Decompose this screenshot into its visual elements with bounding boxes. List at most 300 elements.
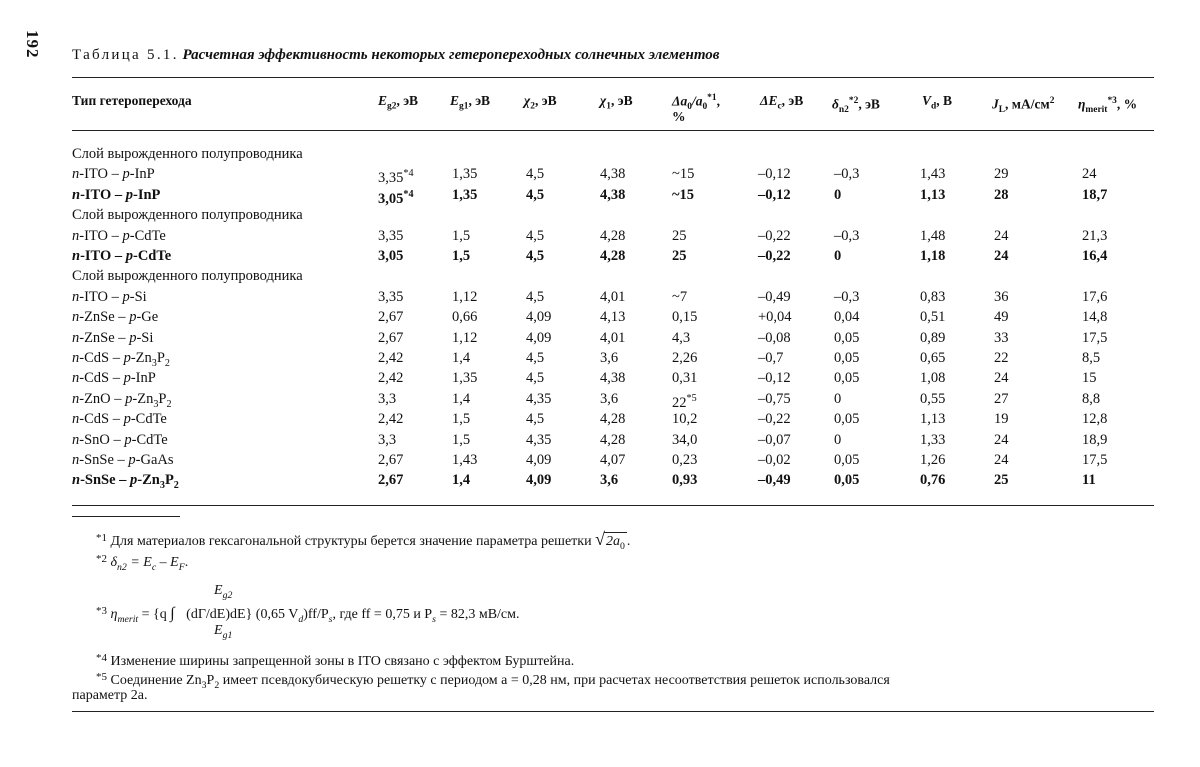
p-material-2: P [158,390,167,407]
p-material: -GaAs [135,452,174,468]
cell-value: 25 [994,472,1009,489]
cell-jl [994,451,1009,469]
p-material-sub: 3 [151,357,157,369]
cell-value: 3,6 [600,350,619,366]
footnote-3-line: $^{*3}$ $\eta_{merit} = \{q$ ∫ (dΓ/dE)dE} (0,65 $V_d)ff/P_s$, где ff = 0,75 и $P_s = 82,3$ мВ/см. [96,605,520,625]
header-chi2: $\chi_2$, эВ [524,93,557,112]
cell-dn [834,410,859,428]
cell-value: 12,8 [1082,411,1108,428]
cell-da [672,165,694,183]
cell-value: 0,05 [834,350,860,366]
cell-value: 18,7 [1082,186,1108,203]
cell-value: 2,67 [378,472,404,489]
cell-value: 0 [834,431,842,448]
cell-jl [994,431,1009,449]
cell-vd [920,431,945,449]
header-delta-n: $\delta_{n2}^{*2}$, эВ [832,96,880,116]
cell-value: 2,67 [378,309,404,326]
cell-value: +0,04 [758,309,792,326]
cell-value: –0,22 [758,248,791,264]
cell-value: 1,35 [452,186,478,203]
cell-value: 33 [994,329,1009,346]
cell-value: 1,35 [452,370,478,387]
cell-value: 4,38 [600,166,626,183]
cell-value: –0,3 [834,288,860,305]
cell-jl [994,369,1009,387]
cell-value: 4,09 [526,452,552,468]
cell-value: 24 [994,227,1009,244]
p-material: -Zn [137,472,160,489]
p-type-label: p [128,452,136,468]
cell-da [672,410,697,428]
cell-value: 4,07 [600,452,626,468]
cell-value: 0,23 [672,452,698,468]
cell-value: 8,8 [1082,390,1101,407]
cell-dn [834,329,859,347]
cell-da [672,471,697,489]
section-title: Слой вырожденного полупроводника [72,268,303,285]
cell-value: –0,7 [758,350,784,366]
cell-jl [994,308,1009,326]
cell-value: 0,31 [672,370,698,387]
header-delta-a: $\Delta a_0/a_0^{*1}$, [672,93,720,113]
n-material: -SnO – [79,431,125,448]
footnote-2: $^{*2}$ $\delta_{n2} = E_c - E_F$. [96,553,189,573]
cell-eta [1082,349,1100,367]
cell-chi2 [526,308,551,326]
cell-dn [834,471,859,489]
cell-dec [758,369,791,387]
cell-value: 2,42 [378,350,404,366]
cell-value: 28 [994,186,1009,203]
cell-value: 1,43 [452,452,478,468]
footnote-5: $^{*5}$ Соединение $Zn_3P_2$ имеет псевдокубическую решетку с периодом a = 0,28 нм, при расчетах несоответствия решеток использовался [96,671,890,691]
p-material: -Zn [130,350,152,366]
cell-da [672,247,687,265]
p-type-label: p [123,370,131,387]
p-type-label: p [123,350,131,366]
cell-eg1 [452,349,470,367]
n-material: -CdS – [79,350,124,366]
n-material: -SnSe – [80,472,131,489]
cell-eg1 [452,308,477,326]
cell-value: 1,5 [452,248,471,264]
cell-dn [834,390,841,408]
cell-value: 3,05 [378,190,404,207]
heterojunction-name [72,329,153,347]
cell-value: 3,35 [378,288,404,305]
cell-value: 21,3 [1082,227,1108,244]
cell-da [672,329,690,347]
cell-value: 19 [994,411,1009,428]
n-material: -ITO – [80,186,126,203]
cell-dec [758,471,791,489]
cell-vd [920,227,945,245]
cell-value: –0,07 [758,431,791,448]
cell-vd [920,329,945,347]
header-vd: $V_d$, В [922,93,953,112]
p-type-label: p [123,411,131,428]
p-material-2: P [164,472,174,489]
cell-value: 4,5 [526,186,545,203]
cell-dec [758,431,791,449]
cell-dec [758,247,791,265]
cell-eg1 [452,410,470,428]
cell-chi1 [600,329,625,347]
cell-eta [1082,247,1107,265]
cell-value: 4,5 [526,288,545,305]
n-material: -SnSe – [79,452,129,468]
cell-eta [1082,329,1107,347]
cell-value: 3,6 [600,472,619,489]
p-type-label: p [124,431,132,448]
cell-value: 0,83 [920,288,946,305]
cell-dec [758,186,791,204]
cell-value: 1,12 [452,288,478,305]
cell-value: 4,01 [600,329,626,346]
header-jl: $J_L$, $мА/см^2$ [992,96,1055,116]
cell-vd [920,349,945,367]
cell-value: 4,28 [600,411,626,428]
cell-eg1 [452,451,477,469]
cell-vd [920,471,945,489]
p-type-label: p [122,166,130,183]
n-type-label: n [72,390,80,407]
cell-chi2 [526,247,544,265]
page-number: 192 [23,30,42,59]
cell-dec [758,451,791,469]
cell-value: 4,38 [600,370,626,387]
cell-chi1 [600,471,618,489]
cell-vd [920,247,945,265]
table-caption [72,47,720,64]
cell-jl [994,227,1009,245]
cell-value: 2,42 [378,411,404,428]
p-material: -InP [129,166,155,183]
p-material: -CdTe [129,227,166,244]
cell-value: 1,13 [920,411,946,428]
cell-dn [834,369,859,387]
caption-lead: Таблица 5.1. [72,47,179,63]
cell-value: 0,05 [834,452,860,468]
n-type-label: n [72,472,81,489]
cell-value: –0,49 [758,288,791,305]
p-material: -InP [130,370,156,387]
table-bottom-rule [72,505,1154,506]
cell-da [672,288,687,306]
cell-value: 0,15 [672,309,698,326]
cell-eg1 [452,165,477,183]
cell-value: 0 [834,248,842,264]
cell-dec [758,165,791,183]
cell-dec [758,329,791,347]
cell-eg1 [452,186,477,204]
cell-eg2 [378,186,414,208]
p-material: -Ge [136,309,159,326]
p-material: -CdTe [130,411,167,428]
cell-eg1 [452,390,470,408]
cell-value: 4,5 [526,411,545,428]
cell-jl [994,165,1009,183]
heterojunction-name [72,369,156,387]
cell-da [672,227,687,245]
cell-chi1 [600,410,625,428]
heterojunction-name [72,165,155,183]
cell-footnote-mark: *4 [403,168,414,180]
p-type-label: p [130,472,138,489]
cell-chi2 [526,186,544,204]
cell-dn [834,308,859,326]
cell-value: 4,38 [600,186,626,203]
cell-dec [758,308,792,326]
cell-eg2 [378,288,403,306]
cell-chi1 [600,390,618,408]
cell-da [672,369,697,387]
p-material: -Si [129,288,147,305]
heterojunction-name [72,471,179,495]
cell-value: 1,35 [452,166,478,183]
cell-jl [994,390,1009,408]
cell-eta [1082,186,1107,204]
integral-sign: ∫ [170,605,175,622]
cell-jl [994,247,1009,265]
cell-value: 1,48 [920,227,946,244]
cell-value: 0,89 [920,329,946,346]
cell-value: 4,09 [526,472,552,489]
cell-value: 1,12 [452,329,478,346]
footnote-5-line2: параметр 2a. [72,688,148,703]
cell-chi1 [600,227,625,245]
cell-value: 1,5 [452,431,471,448]
cell-eta [1082,369,1097,387]
cell-dec [758,410,791,428]
cell-chi1 [600,186,625,204]
cell-dec [758,288,791,306]
cell-value: 0,93 [672,472,698,489]
cell-value: –0,22 [758,227,791,244]
cell-value: 2,67 [378,329,404,346]
cell-eg1 [452,329,477,347]
cell-value: 17,5 [1082,452,1108,468]
header-type: Тип гетероперехода [72,93,192,108]
cell-value: 3,05 [378,248,404,264]
cell-value: 4,28 [600,248,626,264]
cell-value: 0,05 [834,411,860,428]
heterojunction-name [72,288,147,306]
cell-jl [994,349,1009,367]
cell-value: 0,05 [834,370,860,387]
cell-eta [1082,431,1107,449]
n-type-label: n [72,452,80,468]
cell-value: 16,4 [1082,248,1108,264]
cell-value: 29 [994,166,1009,183]
p-type-label: p [122,227,130,244]
cell-eg2 [378,471,403,489]
table-top-rule [72,77,1154,78]
cell-value: 8,5 [1082,350,1101,366]
cell-dec [758,227,791,245]
n-type-label: n [72,227,80,244]
cell-eg2 [378,349,403,367]
p-material-2-sub: 2 [166,398,172,410]
cell-value: –0,12 [758,186,791,203]
cell-eg2 [378,165,414,187]
cell-value: –0,49 [758,472,791,489]
cell-value: 1,43 [920,166,946,183]
n-type-label: n [72,370,80,387]
cell-eta [1082,471,1096,489]
footnote-4: $^{*4}$ Изменение ширины запрещенной зоны в ITO связано с эффектом Бурштейна. [96,652,575,669]
cell-value: 17,6 [1082,288,1108,305]
cell-eg2 [378,369,403,387]
cell-value: 0,04 [834,309,860,326]
cell-value: 3,3 [378,390,397,407]
cell-chi2 [526,431,551,449]
cell-eg1 [452,431,470,449]
cell-da [672,349,697,367]
cell-vd [920,288,945,306]
cell-value: 36 [994,288,1009,305]
cell-value: 1,18 [920,248,946,264]
cell-value: 4,28 [600,227,626,244]
p-material-2-sub: 2 [173,480,179,492]
cell-value: 4,5 [526,370,545,387]
p-material: -CdTe [131,431,168,448]
cell-value: 0,05 [834,472,860,489]
p-material-2-sub: 2 [164,357,170,369]
cell-value: 2,26 [672,350,698,366]
cell-eg1 [452,471,470,489]
cell-chi1 [600,247,625,265]
caption-title: Расчетная эффективность некоторых гетеропереходных солнечных элементов [182,47,720,63]
cell-dn [834,186,841,204]
cell-footnote-mark: *4 [403,188,414,200]
n-type-label: n [72,166,80,183]
heterojunction-name [72,410,167,428]
p-type-label: p [125,390,133,407]
cell-value: 4,35 [526,390,552,407]
header-chi1: $\chi_1$, эВ [600,93,633,112]
cell-dn [834,431,841,449]
cell-value: 1,08 [920,370,946,387]
p-type-label: p [122,288,130,305]
p-type-label: p [125,248,133,264]
cell-value: 0,76 [920,472,946,489]
n-material: -CdS – [79,370,124,387]
cell-chi2 [526,349,544,367]
cell-chi1 [600,431,625,449]
cell-chi2 [526,227,544,245]
cell-vd [920,390,945,408]
cell-value: 0,65 [920,350,946,366]
cell-chi2 [526,288,544,306]
cell-value: 14,8 [1082,309,1108,326]
cell-value: 4,09 [526,329,552,346]
heterojunction-name [72,451,174,469]
cell-value: –0,3 [834,227,860,244]
cell-value: 10,2 [672,411,698,428]
cell-eta [1082,308,1107,326]
integral-upper-limit: $E_{g2}$ [214,583,233,601]
cell-da [672,451,697,469]
cell-vd [920,410,945,428]
cell-vd [920,369,945,387]
cell-value: 24 [994,370,1009,387]
cell-jl [994,410,1009,428]
n-type-label: n [72,186,81,203]
n-material: -ITO – [80,248,126,264]
section-title: Слой вырожденного полупроводника [72,146,303,162]
cell-value: 22 [672,394,687,411]
n-type-label: n [72,431,80,448]
cell-da [672,390,697,412]
n-type-label: n [72,288,80,305]
n-type-label: n [72,329,80,346]
cell-chi2 [526,451,551,469]
cell-chi2 [526,165,544,183]
cell-value: 4,13 [600,309,626,326]
cell-value: 3,6 [600,390,619,407]
cell-dn [834,451,859,469]
cell-value: 2,67 [378,452,404,468]
cell-value: 25 [672,248,687,264]
cell-value: 18,9 [1082,431,1108,448]
cell-value: 3,35 [378,227,404,244]
footnote-1: $^{*1}$ Для материалов гексагональной структуры берется значение параметра решетки $√2a_0$ . [96,529,630,556]
cell-dn [834,349,859,367]
cell-chi2 [526,471,551,489]
p-type-label: p [129,329,137,346]
header-eg1: $E_{g1}$, эВ [450,93,491,112]
cell-eta [1082,390,1100,408]
cell-value: 49 [994,309,1009,326]
cell-da [672,186,694,204]
cell-dn [834,165,859,183]
cell-dn [834,247,841,265]
p-material: -CdTe [133,248,172,264]
cell-value: 1,5 [452,411,471,428]
n-material: -ZnSe – [79,329,130,346]
cell-footnote-mark: *5 [686,392,697,404]
cell-dn [834,227,859,245]
cell-value: 4,3 [672,329,691,346]
cell-eg2 [378,410,403,428]
section-title: Слой вырожденного полупроводника [72,207,303,224]
cell-jl [994,329,1009,347]
cell-value: ~7 [672,288,688,305]
cell-da [672,431,697,449]
cell-dec [758,349,783,367]
cell-value: 4,35 [526,431,552,448]
n-material: -ZnO – [79,390,126,407]
n-material: -ITO – [79,288,123,305]
p-material-2: P [156,350,165,366]
n-type-label: n [72,309,80,326]
footnote-rule [72,516,180,517]
cell-value: 3,35 [378,170,404,187]
cell-value: 4,01 [600,288,626,305]
cell-value: –0,22 [758,411,791,428]
heterojunction-name [72,308,158,326]
cell-vd [920,186,945,204]
p-material: -InP [133,186,161,203]
cell-eg1 [452,369,477,387]
cell-value: 17,5 [1082,329,1108,346]
cell-vd [920,308,945,326]
cell-eta [1082,410,1107,428]
cell-value: 34,0 [672,431,698,448]
n-material: -ITO – [79,166,123,183]
